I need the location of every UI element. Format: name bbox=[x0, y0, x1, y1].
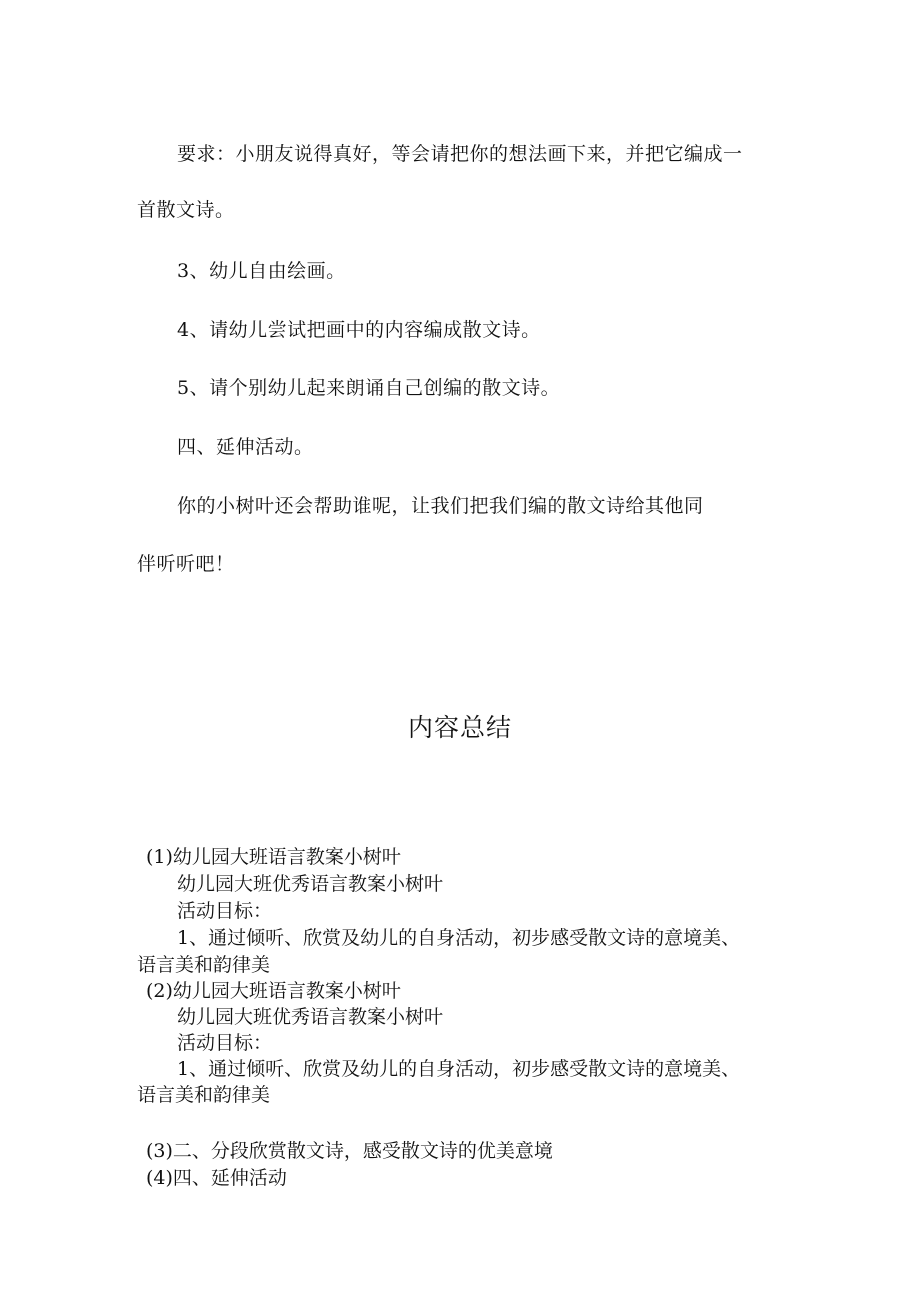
paragraph-step-5: 5、请个别幼儿起来朗诵自己创编的散文诗。 bbox=[177, 377, 561, 399]
summary-title: 内容总结 bbox=[407, 713, 512, 742]
summary-item-1-subtitle: 幼儿园大班优秀语言教案小树叶 bbox=[177, 873, 444, 895]
paragraph-closing-line2: 伴听听吧！ bbox=[137, 553, 235, 575]
summary-item-2-title: (2)幼儿园大班语言教案小树叶 bbox=[146, 980, 401, 1002]
paragraph-closing-line1: 你的小树叶还会帮助谁呢，让我们把我们编的散文诗给其他同 bbox=[177, 495, 704, 517]
paragraph-requirement-line1: 要求：小朋友说得真好，等会请把你的想法画下来，并把它编成一 bbox=[177, 143, 743, 165]
summary-item-4: (4)四、延伸活动 bbox=[146, 1167, 287, 1189]
summary-item-2-text-line1: 1、通过倾听、欣赏及幼儿的自身活动，初步感受散文诗的意境美、 bbox=[177, 1058, 741, 1080]
summary-item-3: (3)二、分段欣赏散文诗，感受散文诗的优美意境 bbox=[146, 1140, 553, 1162]
summary-item-1-goal-label: 活动目标： bbox=[177, 900, 273, 922]
summary-item-1-text-line1: 1、通过倾听、欣赏及幼儿的自身活动，初步感受散文诗的意境美、 bbox=[177, 927, 741, 949]
summary-item-1-text-line2: 语言美和韵律美 bbox=[137, 954, 271, 976]
paragraph-section-4: 四、延伸活动。 bbox=[177, 436, 314, 458]
summary-item-1-title: (1)幼儿园大班语言教案小树叶 bbox=[146, 846, 401, 868]
summary-item-2-subtitle: 幼儿园大班优秀语言教案小树叶 bbox=[177, 1006, 444, 1028]
paragraph-requirement-line2: 首散文诗。 bbox=[137, 199, 235, 221]
summary-item-2-text-line2: 语言美和韵律美 bbox=[137, 1084, 271, 1106]
paragraph-step-3: 3、幼儿自由绘画。 bbox=[177, 260, 346, 282]
paragraph-step-4: 4、请幼儿尝试把画中的内容编成散文诗。 bbox=[177, 319, 541, 341]
summary-item-2-goal-label: 活动目标： bbox=[177, 1032, 273, 1054]
